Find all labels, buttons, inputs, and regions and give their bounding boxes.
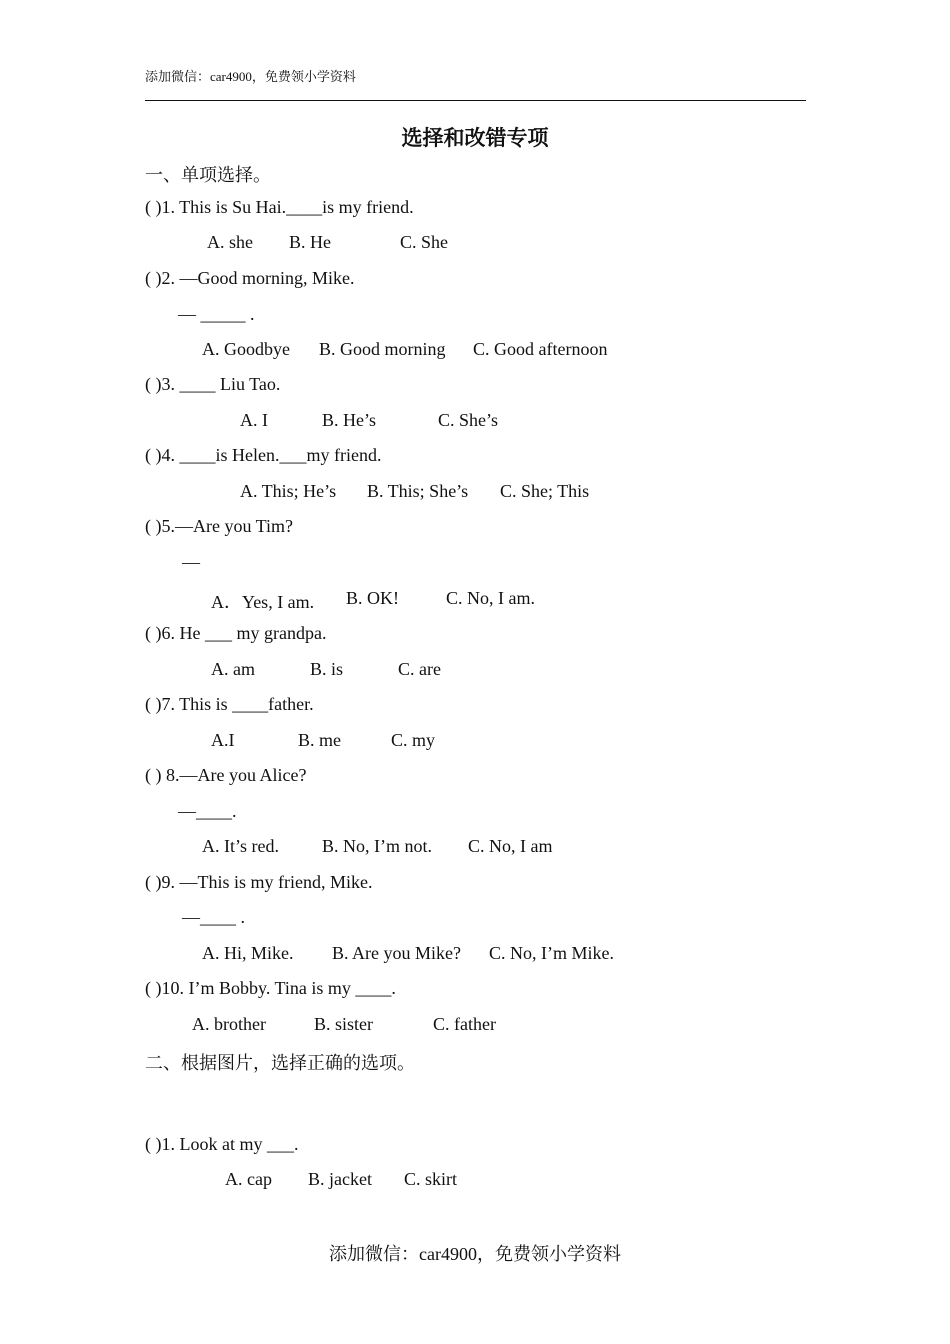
question-7-option-c: C. my	[391, 730, 436, 750]
question-3-stem: ( )3. ____ Liu Tao.	[145, 374, 281, 394]
question-2-answer-line: — _____ .	[178, 304, 255, 324]
question-9-option-a: A. Hi, Mike.	[202, 943, 294, 963]
question-5-option-a: A．Yes, I am.	[211, 592, 315, 612]
footer-note: 添加微信：car4900，免费领小学资料	[329, 1244, 621, 1264]
question-9-answer-line: —____ .	[182, 907, 245, 927]
question-4-option-c: C. She; This	[500, 481, 590, 501]
question-8-option-c: C. No, I am	[468, 836, 553, 856]
question-2-stem: ( )2. —Good morning, Mike.	[145, 268, 355, 288]
question-1-option-b: B. He	[289, 232, 331, 252]
question-5-option-c: C. No, I am.	[446, 588, 535, 608]
question-7-option-b: B. me	[298, 730, 341, 750]
question-2-option-a: A. Goodbye	[202, 339, 290, 359]
question-3-option-b: B. He’s	[322, 410, 376, 430]
question-1-option-c: C. She	[400, 232, 449, 252]
question-9-option-c: C. No, I’m Mike.	[489, 943, 614, 963]
question-1-option-a: A. she	[207, 232, 253, 252]
picture-question-1-option-b: B. jacket	[308, 1169, 372, 1189]
question-10-option-c: C. father	[433, 1014, 496, 1034]
question-8-stem: ( ) 8.—Are you Alice?	[145, 765, 307, 785]
question-4-option-a: A. This; He’s	[240, 481, 337, 501]
picture-question-1-stem: ( )1. Look at my ___.	[145, 1134, 299, 1154]
question-9-option-b: B. Are you Mike?	[332, 943, 461, 963]
question-3-option-c: C. She’s	[438, 410, 499, 430]
section-2-heading: 二、根据图片，选择正确的选项。	[145, 1053, 415, 1073]
question-9-stem: ( )9. —This is my friend, Mike.	[145, 872, 373, 892]
question-2-option-c: C. Good afternoon	[473, 339, 608, 359]
question-5-option-b: B. OK!	[346, 588, 399, 608]
question-7-option-a: A.I	[211, 730, 235, 750]
header-divider	[145, 100, 806, 101]
question-4-stem: ( )4. ____is Helen.___my friend.	[145, 445, 382, 465]
question-4-option-b: B. This; She’s	[367, 481, 469, 501]
question-3-option-a: A. I	[240, 410, 268, 430]
question-10-option-b: B. sister	[314, 1014, 374, 1034]
question-5-answer-line: —	[182, 552, 200, 572]
picture-question-1-option-c: C. skirt	[404, 1169, 458, 1189]
question-8-option-a: A. It’s red.	[202, 836, 279, 856]
header-note: 添加微信：car4900，免费领小学资料	[145, 69, 356, 84]
question-10-stem: ( )10. I’m Bobby. Tina is my ____.	[145, 978, 396, 998]
question-7-stem: ( )7. This is ____father.	[145, 694, 314, 714]
question-6-option-c: C. are	[398, 659, 441, 679]
page-title: 选择和改错专项	[401, 126, 549, 150]
question-10-option-a: A. brother	[192, 1014, 266, 1034]
question-5-stem: ( )5.—Are you Tim?	[145, 516, 293, 536]
question-6-option-a: A. am	[211, 659, 255, 679]
question-2-option-b: B. Good morning	[319, 339, 446, 359]
picture-question-1-option-a: A. cap	[225, 1169, 272, 1189]
question-6-option-b: B. is	[310, 659, 344, 679]
question-6-stem: ( )6. He ___ my grandpa.	[145, 623, 327, 643]
question-8-answer-line: —____.	[178, 801, 237, 821]
question-1-stem: ( )1. This is Su Hai.____is my friend.	[145, 197, 414, 217]
section-1-heading: 一、单项选择。	[145, 165, 271, 185]
question-8-option-b: B. No, I’m not.	[322, 836, 432, 856]
